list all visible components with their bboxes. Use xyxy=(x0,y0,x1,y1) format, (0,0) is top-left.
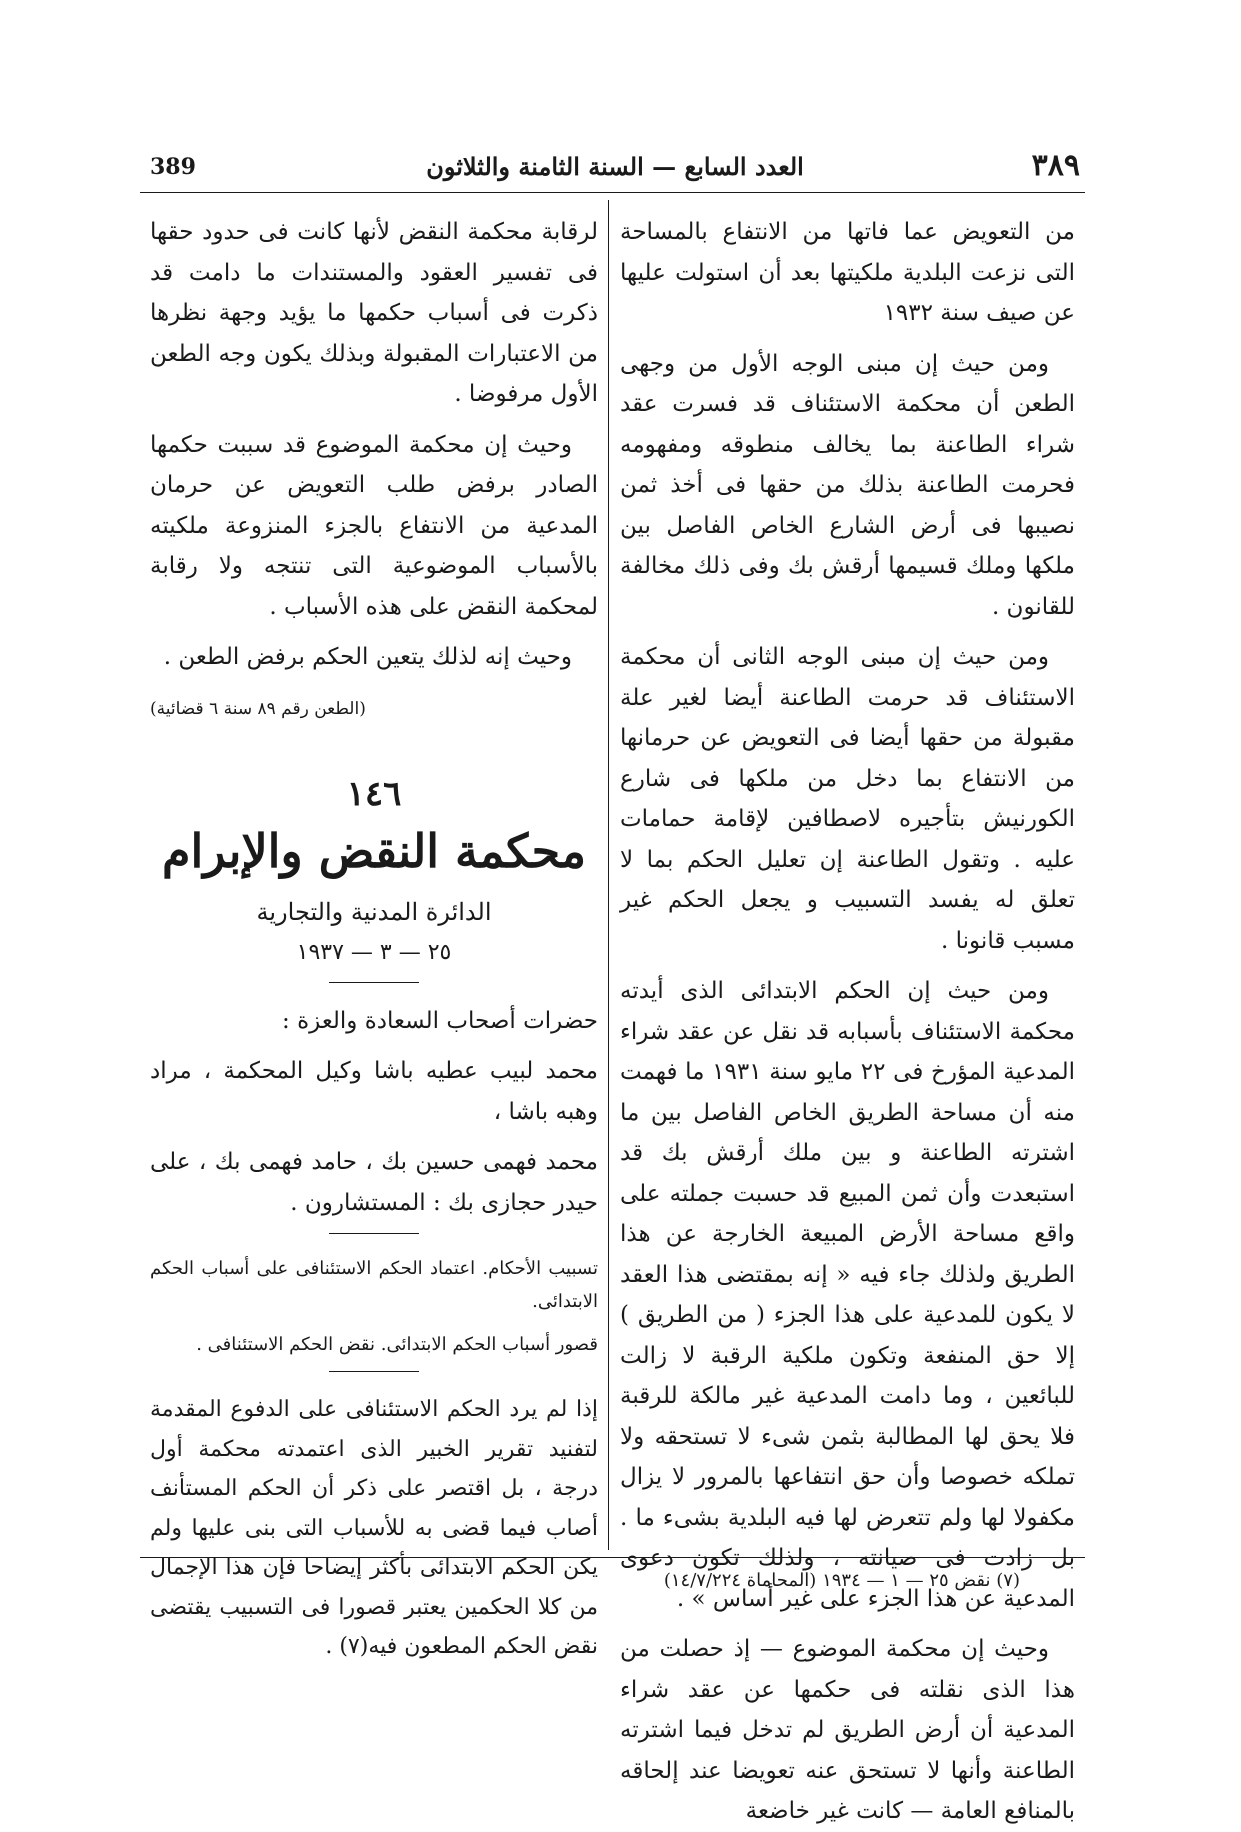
issue-title: العدد السابع — السنة الثامنة والثلاثون xyxy=(426,152,804,181)
paragraph: وحيث إنه لذلك يتعين الحكم برفض الطعن . xyxy=(163,644,572,670)
judges-line: محمد لبيب عطيه باشا وكيل المحكمة ، مراد وهبه باشا ، xyxy=(150,1058,598,1125)
case-number: ١٤٦ xyxy=(346,773,402,814)
header-rule xyxy=(140,192,1085,193)
page-header xyxy=(150,148,1080,188)
court-name: محكمة النقض والإبرام xyxy=(162,823,586,878)
case-summary xyxy=(150,1252,598,1361)
paragraph: ومن حيث إن الحكم الابتدائى الذى أيدته محكمة الاستئناف بأسبابه قد نقل عن عقد شراء المدعية المؤرخ فى ٢٢ مايو سنة ١٩٣١ ما فهمت منه أن مساحة الطريق الخاص الفاصل بين ما اشترته الطاعنة و بين ملك أرقش بك قد استبعدت وأن ثمن المبيع قد حسبت جملته على واقع مساحة الأرض المبيعة الخارجة عن هذا الطريق ولذلك جاء فيه « إنه بمقتضى هذا العقد لا يكون للمدعية على هذا الجزء ( من الطريق ) إلا حق المنفعة وتكون ملكية الرقبة لا زالت للبائعين ، وما دامت المدعية غير مالكة للرقبة فلا يحق لها المطالبة بثمن شىء لا تستحقه ولا تملكه خصوصا وأن حق انتفاعها بالمرور لا يزال مكفولا لها ولم تتعرض لها فيه البلدية بشىء ما . بل زادت فى صيانته ، ولذلك تكون دعوى المدعية عن هذا الجزء على غير أساس » . xyxy=(620,978,1075,1612)
judges-title: حضرات أصحاب السعادة والعزة : xyxy=(282,1007,598,1034)
footnote: (٧) نقض ٢٥ — ١ — ١٩٣٤ (المحاماة ١٤/٧/٢٢٤) xyxy=(663,1570,1020,1591)
summary-line: قصور أسباب الحكم الابتدائى. نقض الحكم الاستئنافى . xyxy=(196,1334,598,1355)
page-number-latin: 389 xyxy=(150,154,196,180)
footnote-rule xyxy=(140,1557,1085,1558)
left-column xyxy=(150,212,598,1667)
paragraph: ومن حيث إن مبنى الوجه الثانى أن محكمة الاستئناف قد حرمت الطاعنة أيضا لغير علة مقبولة من حقها أيضا فى التعويض عن حرمانها من الانتفاع بما دخل من ملكها فى شارع الكورنيش بتأجيره لاصطافين لإقامة حمامات عليه . وتقول الطاعنة إن تعليل الحكم بما لا تعلق له يفسد التسبيب و يجعل الحكم غير مسبب قانونا . xyxy=(620,644,1075,954)
paragraph: وحيث إن محكمة الموضوع قد سببت حكمها الصادر برفض طلب التعويض عن حرمان المدعية من الانتفاع بالجزء المنزوعة ملكيته بالأسباب الموضوعية التى تنتجه ولا رقابة لمحكمة النقض على هذه الأسباب . xyxy=(150,431,598,620)
section-rule xyxy=(329,1233,419,1234)
paragraph: ومن حيث إن مبنى الوجه الأول من وجهى الطعن أن محكمة الاستئناف قد فسرت عقد شراء الطاعنة بما يخالف منطوقه ومفهومه فحرمت الطاعنة بذلك من حقها فى أخذ ثمن نصيبها فى أرض الشارع الخاص الفاصل بين ملكها وملك قسيمها أرقش بك وفى ذلك مخالفة للقانون . xyxy=(620,350,1075,620)
section-rule xyxy=(329,1371,419,1372)
column-divider xyxy=(608,200,609,1550)
summary-line: تسبيب الأحكام. اعتماد الحكم الاستئنافى على أسباب الحكم الابتدائى. xyxy=(150,1258,598,1312)
judges-list xyxy=(150,1001,598,1224)
page-number-arabic: ٣٨٩ xyxy=(1031,148,1080,183)
judges-line: محمد فهمى حسين بك ، حامد فهمى بك ، على حيدر حجازى بك : المستشارون . xyxy=(150,1149,598,1216)
section-rule xyxy=(329,982,419,983)
legal-principle: إذا لم يرد الحكم الاستئنافى على الدفوع المقدمة لتفنيد تقرير الخبير الذى اعتمدته محكمة أول درجة ، بل اقتصر على ذكر أن الحكم المستأنف أصاب فيما قضى به للأسباب التى بنى عليها ولم يكن الحكم الابتدائى بأكثر إيضاحا فإن هذا الإجمال من كلا الحكمين يعتبر قصورا فى التسبيب يقتضى نقض الحكم المطعون فيه(٧) . xyxy=(150,1397,598,1659)
paragraph: من التعويض عما فاتها من الانتفاع بالمساحة التى نزعت البلدية ملكيتها بعد أن استولت عليها عن صيف سنة ١٩٣٢ xyxy=(620,219,1075,326)
case-reference: (الطعن رقم ٨٩ سنة ٦ قضائية) xyxy=(150,698,366,719)
session-date: ٢٥ — ٣ — ١٩٣٧ xyxy=(296,939,452,965)
paragraph: وحيث إن محكمة الموضوع — إذ حصلت من هذا الذى نقلته فى حكمها عن عقد شراء المدعية أن أرض الطريق لم تدخل فيما اشترته الطاعنة وأنها لا تستحق عنه تعويضا عند إلحاقه بالمنافع العامة — كانت غير خاضعة xyxy=(620,1636,1075,1824)
paragraph: لرقابة محكمة النقض لأنها كانت فى حدود حقها فى تفسير العقود والمستندات ما دامت قد ذكرت فى أسباب حكمها ما يؤيد وجهة نظرها من الاعتبارات المقبولة وبذلك يكون وجه الطعن الأول مرفوضا . xyxy=(150,219,598,407)
circuit-name: الدائرة المدنية والتجارية xyxy=(256,897,492,926)
